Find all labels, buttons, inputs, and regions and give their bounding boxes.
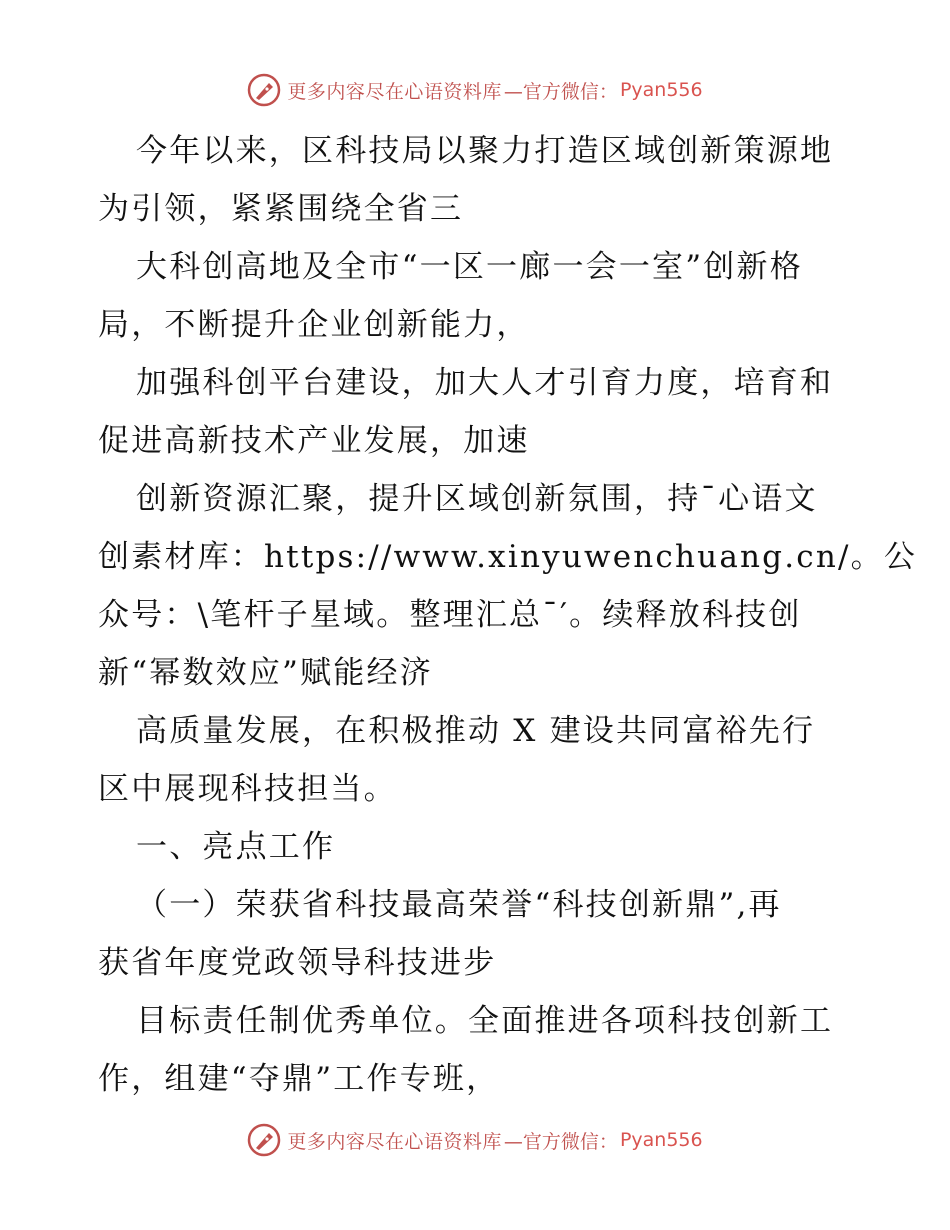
text-line: 创素材库：https://www.xinyuwenchuang.cn/。公: [98, 539, 918, 575]
pen-nib-logo-icon: [247, 73, 281, 107]
body-text: [98, 122, 918, 1108]
text-line: 新“幂数效应”赋能经济: [98, 655, 433, 691]
text-line: 获省年度党政领导科技进步: [98, 945, 497, 981]
footer-watermark-banner: [0, 1120, 950, 1160]
text-line: 局，不断提升企业创新能力，: [98, 307, 530, 343]
header-watermark-banner: [0, 70, 950, 110]
banner-main-text: 更多内容尽在心语资料库: [287, 80, 502, 103]
banner-sub-text: —官方微信：: [503, 80, 618, 103]
banner-wechat-id: Pyan556: [619, 1129, 703, 1151]
pen-nib-logo-icon: [247, 1123, 281, 1157]
text-line: 众号：\笔杆子星域。整理汇总¯′。续释放科技创: [98, 597, 802, 633]
text-line: 高质量发展，在积极推动 X 建设共同富裕先行: [136, 713, 816, 749]
banner-sub-text: —官方微信：: [503, 1130, 618, 1153]
text-line: 为引领，紧紧围绕全省三: [98, 191, 464, 227]
banner-wechat-id: Pyan556: [619, 79, 703, 101]
text-line: 区中展现科技担当。: [98, 771, 397, 807]
section-heading: 一、亮点工作: [136, 829, 336, 865]
text-line: 大科创高地及全市“一区一廊一会一室”创新格: [136, 249, 803, 285]
text-line: 目标责任制优秀单位。全面推进各项科技创新工: [136, 1003, 834, 1039]
text-line: 加强科创平台建设，加大人才引育力度，培育和: [136, 365, 834, 401]
text-line: 促进高新技术产业发展，加速: [98, 423, 530, 459]
banner-main-text: 更多内容尽在心语资料库: [287, 1130, 502, 1153]
text-line: （一）荣获省科技最高荣誉“科技创新鼎”,再: [136, 887, 782, 923]
text-line: 作，组建“夺鼎”工作专班，: [98, 1061, 500, 1097]
text-line: 今年以来，区科技局以聚力打造区域创新策源地: [136, 133, 834, 169]
text-line: 创新资源汇聚，提升区域创新氛围，持¯心语文: [136, 481, 818, 517]
